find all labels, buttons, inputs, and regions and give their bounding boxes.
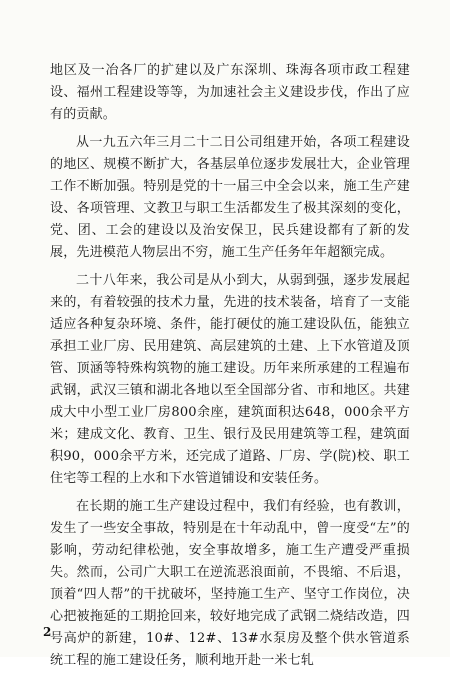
body-text bbox=[50, 60, 410, 678]
paragraph-continuation: 地区及一冶各厂的扩建以及广东深圳、珠海各项市政工程建设、福州工程建设等等，为加速社会主义建设步伐，作出了应有的贡献。 bbox=[50, 63, 410, 122]
paragraph-company-history: 从一九五六年三月二十二日公司组建开始，各项工程建设的地区、规模不断扩大，各基层单位逐步发展壮大，企业管理工作不断加强。特别是党的十一届三中全会以来，施工生产建设、各项管理、文教卫与职工生活都发生了极其深刻的变化，党、团、工会的建设以及治安保卫，民兵建设都有了新的发展，先进模范人物层出不穷，施工生产任务年年超额完成。 bbox=[50, 135, 410, 260]
paragraph-experience: 在长期的施工生产建设过程中，我们有经验，也有教训，发生了一些安全事故，特别是在十年动乱中，曾一度受“左”的影响，劳动纪律松弛，安全事故增多，施工生产遭受严重损失。然而，公司广大职工在逆流恶浪面前，不畏缩、不后退，顶着“四人帮”的干扰破坏，坚持施工生产、坚守工作岗位，决心把被拖延的工期抢回来，较好地完成了武钢二烧结改造，四号高炉的新建，10#、12#、13#水泵房及整个供水管道系统工程的施工建设任务，顺利地开赴一米七轧 bbox=[50, 499, 410, 668]
paragraph-development: 二十八年来，我公司是从小到大，从弱到强，逐步发展起来的，有着较强的技术力量，先进的技术装备，培育了一支能适应各种复杂环境、条件，能打硬仗的施工建设队伍，能独立承担工业厂房、民用建筑、高层建筑的土建、上下水管道及顶管、顶涵等特殊构筑物的施工建设。历年来所承建的工程遍布武钢，武汉三镇和湖北各地以至全国部分省、市和地区。共建成大中小型工业厂房800余座，建筑面积达648，000余平方米；建成文化、教育、卫生、银行及民用建筑等工程，建筑面积90，000余平方米，还完成了道路、厂房、学(院)校、职工住宅等工程的上水和下水管道铺设和安装任务。 bbox=[50, 273, 410, 486]
page-number: 2 bbox=[43, 625, 52, 639]
